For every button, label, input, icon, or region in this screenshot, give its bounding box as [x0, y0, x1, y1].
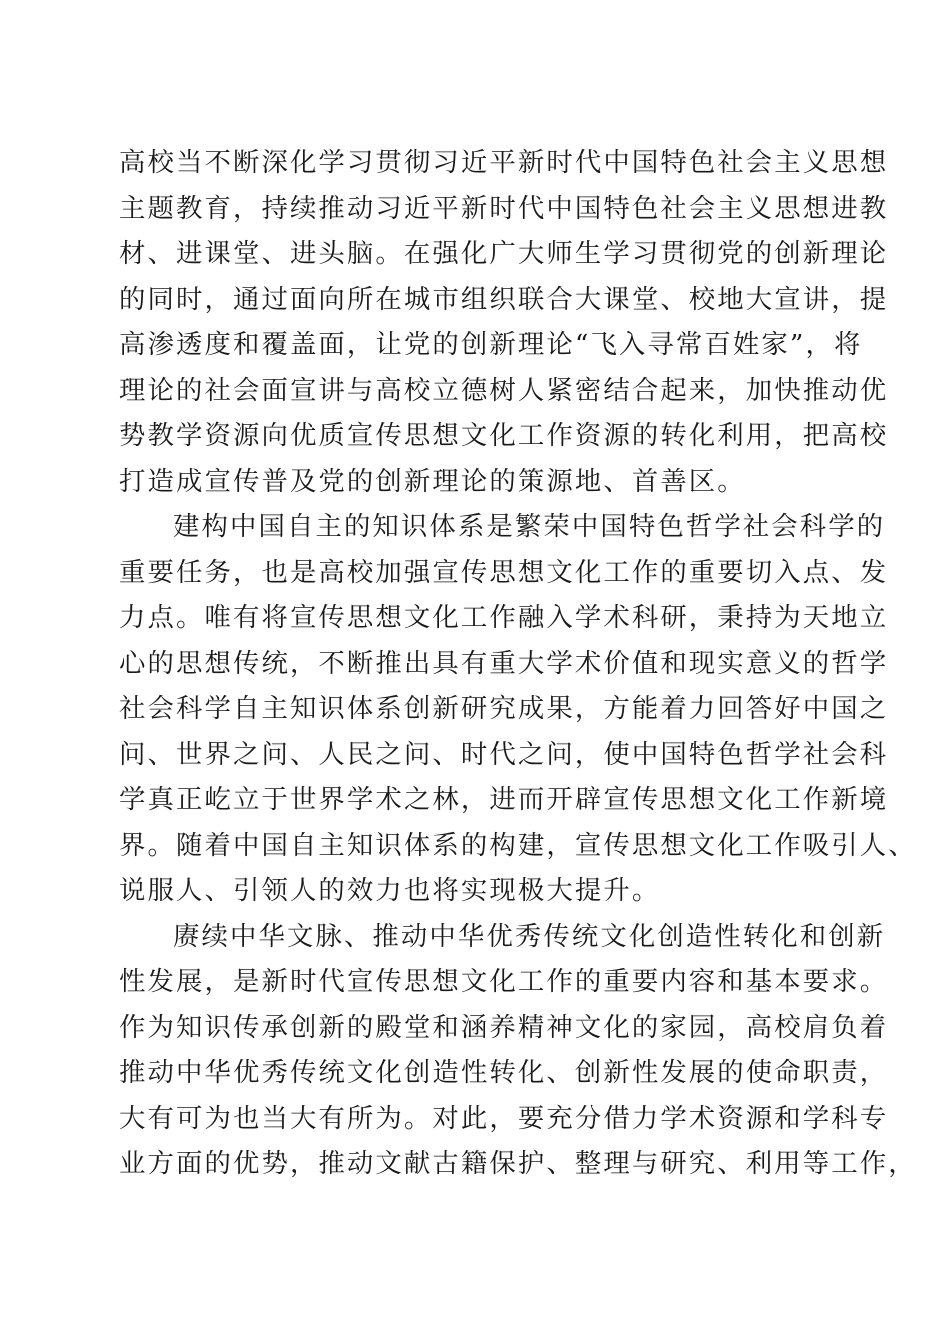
text-line: 社会科学自主知识体系创新研究成果，方能着力回答好中国之 [119, 693, 889, 724]
text-line: 理论的社会面宣讲与高校立德树人紧密结合起来，加快推动优 [119, 374, 889, 406]
text-line: 心的思想传统，不断推出具有重大学术价值和现实意义的哲学 [119, 647, 889, 679]
text-line: 势教学资源向优质宣传思想文化工作资源的转化利用，把高校 [119, 420, 889, 451]
text-line: 高渗透度和覆盖面，让党的创新理论“飞入寻常百姓家”，将 [119, 329, 863, 360]
text-line: 性发展，是新时代宣传思想文化工作的重要内容和基本要求。 [119, 966, 889, 997]
paragraph-first-line: 建构中国自主的知识体系是繁荣中国特色哲学社会科学的 [173, 511, 886, 542]
text-line: 作为知识传承创新的殿堂和涵养精神文化的家园，高校肩负着 [119, 1011, 889, 1043]
paragraph-first-line: 赓续中华文脉、推动中华优秀传统文化创造性转化和创新 [173, 920, 886, 952]
text-line: 大有可为也当大有所为。对此，要充分借力学术资源和学科专 [119, 1102, 889, 1134]
text-line: 说服人、引领人的效力也将实现极大提升。 [119, 875, 661, 906]
text-line: 推动中华优秀传统文化创造性转化、创新性发展的使命职责， [119, 1057, 889, 1088]
text-line: 问、世界之问、人民之问、时代之问，使中国特色哲学社会科 [119, 738, 889, 770]
text-line: 力点。唯有将宣传思想文化工作融入学术科研，秉持为天地立 [119, 602, 889, 633]
text-line: 业方面的优势，推动文献古籍保护、整理与研究、利用等工作， [119, 1148, 917, 1179]
text-line: 打造成宣传普及党的创新理论的策源地、首善区。 [119, 465, 746, 497]
text-line: 主题教育，持续推动习近平新时代中国特色社会主义思想进教 [119, 192, 889, 224]
text-line: 的同时，通过面向所在城市组织联合大课堂、校地大宣讲，提 [119, 283, 889, 315]
text-line: 高校当不断深化学习贯彻习近平新时代中国特色社会主义思想 [119, 147, 889, 178]
text-line: 学真正屹立于世界学术之林，进而开辟宣传思想文化工作新境 [119, 784, 889, 815]
body-text [119, 140, 917, 1187]
text-line: 重要任务，也是高校加强宣传思想文化工作的重要切入点、发 [119, 556, 889, 588]
text-line: 材、进课堂、进头脑。在强化广大师生学习贯彻党的创新理论 [119, 238, 889, 269]
text-line: 界。随着中国自主知识体系的构建，宣传思想文化工作吸引人、 [119, 829, 917, 861]
